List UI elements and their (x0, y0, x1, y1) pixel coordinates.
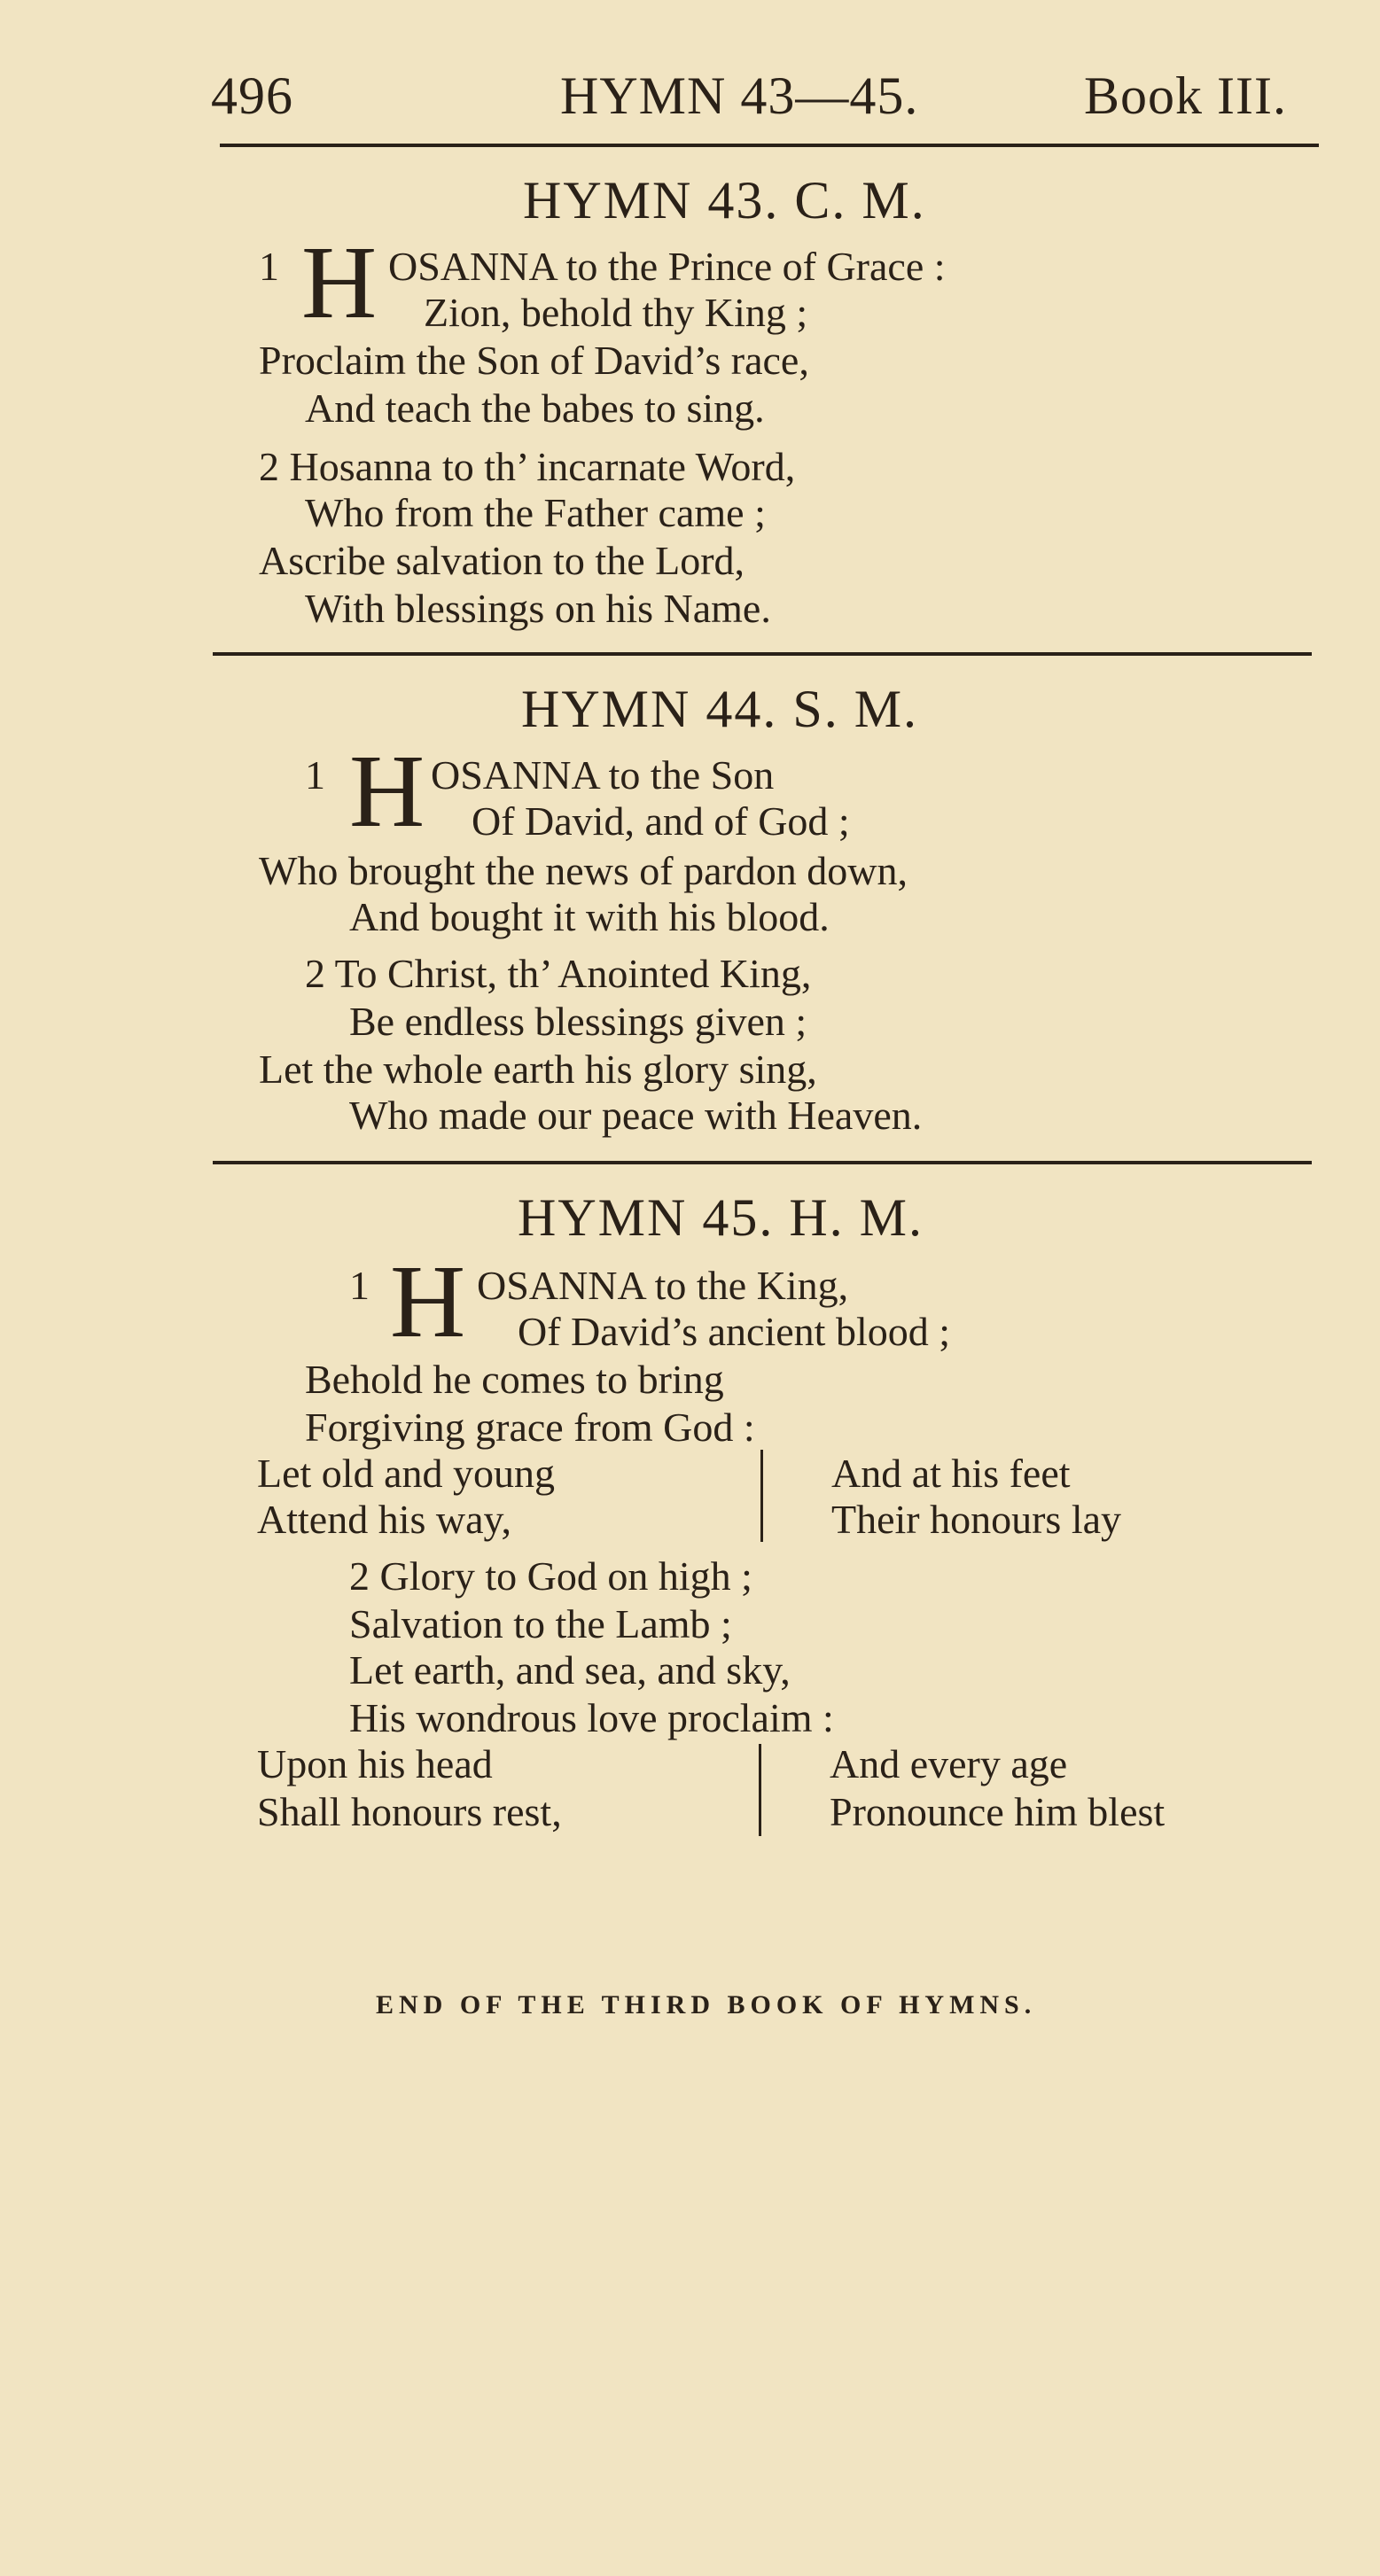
hymn-45-verse-1-number: 1 (349, 1263, 370, 1308)
hymn-44-drop-initial: H (349, 733, 425, 849)
hymn-45-line: His wondrous love proclaim : (349, 1695, 834, 1740)
hymn-44-line: Of David, and of God ; (472, 798, 850, 844)
page-number: 496 (211, 66, 293, 125)
column-divider (759, 1744, 761, 1836)
hymn-44-line: 2 To Christ, th’ Anointed King, (305, 951, 812, 996)
hymn-45-line: Pronounce him blest (830, 1789, 1166, 1834)
hymn-43-line: Zion, behold thy King ; (424, 290, 808, 335)
hymn-45-line: 2 Glory to God on high ; (349, 1553, 752, 1599)
hymn-45-line: Behold he comes to bring (305, 1357, 724, 1402)
hymn-45-line: Let earth, and sea, and sky, (349, 1647, 791, 1693)
hymn-43-line: Proclaim the Son of David’s race, (259, 338, 809, 383)
hymn-44-verse-1-number: 1 (305, 752, 325, 798)
hymn-43-line: Ascribe salvation to the Lord, (259, 538, 745, 583)
end-note: END OF THE THIRD BOOK OF HYMNS. (376, 1990, 1037, 2020)
hymn-45-line: And at his feet (831, 1451, 1071, 1496)
section-divider (213, 1161, 1312, 1164)
hymn-43-line: OSANNA to the Prince of Grace : (388, 244, 946, 289)
hymn-44-line: OSANNA to the Son (431, 752, 775, 798)
hymn-43-line: Who from the Father came ; (305, 490, 766, 535)
section-divider (213, 652, 1312, 656)
hymn-44-line: Be endless blessings given ; (349, 999, 807, 1044)
hymn-45-line: Shall honours rest, (257, 1789, 562, 1834)
hymn-43-verse-1-number: 1 (259, 244, 279, 289)
header-rule (220, 144, 1319, 147)
hymn-45-line: Salvation to the Lamb ; (349, 1601, 732, 1646)
hymn-43-line: And teach the babes to sing. (305, 385, 765, 431)
hymn-45-line: Of David’s ancient blood ; (518, 1309, 951, 1354)
running-title: HYMN 43—45. (560, 66, 919, 125)
hymn-45-drop-initial: H (390, 1243, 466, 1359)
hymn-45-line: Upon his head (257, 1741, 493, 1786)
hymn-45-line: OSANNA to the King, (477, 1263, 849, 1308)
hymn-44-line: Let the whole earth his glory sing, (259, 1047, 817, 1092)
column-divider (760, 1450, 763, 1542)
hymn-43-drop-initial: H (301, 224, 378, 340)
hymn-45-line: Attend his way, (257, 1497, 512, 1542)
hymn-43-title: HYMN 43. C. M. (523, 171, 926, 230)
hymn-45-line: And every age (830, 1741, 1068, 1786)
book-label: Book III. (1084, 66, 1287, 125)
hymn-44-title: HYMN 44. S. M. (521, 680, 919, 738)
hymn-45-title: HYMN 45. H. M. (518, 1188, 924, 1247)
hymn-45-line: Forgiving grace from God : (305, 1405, 755, 1450)
hymn-43-line: 2 Hosanna to th’ incarnate Word, (259, 444, 796, 489)
hymn-45-line: Let old and young (257, 1451, 555, 1496)
hymn-44-line: And bought it with his blood. (349, 894, 830, 939)
hymn-44-line: Who brought the news of pardon down, (259, 848, 908, 893)
hymn-43-line: With blessings on his Name. (305, 586, 771, 631)
hymn-45-line: Their honours lay (831, 1497, 1122, 1542)
hymn-44-line: Who made our peace with Heaven. (349, 1093, 923, 1138)
